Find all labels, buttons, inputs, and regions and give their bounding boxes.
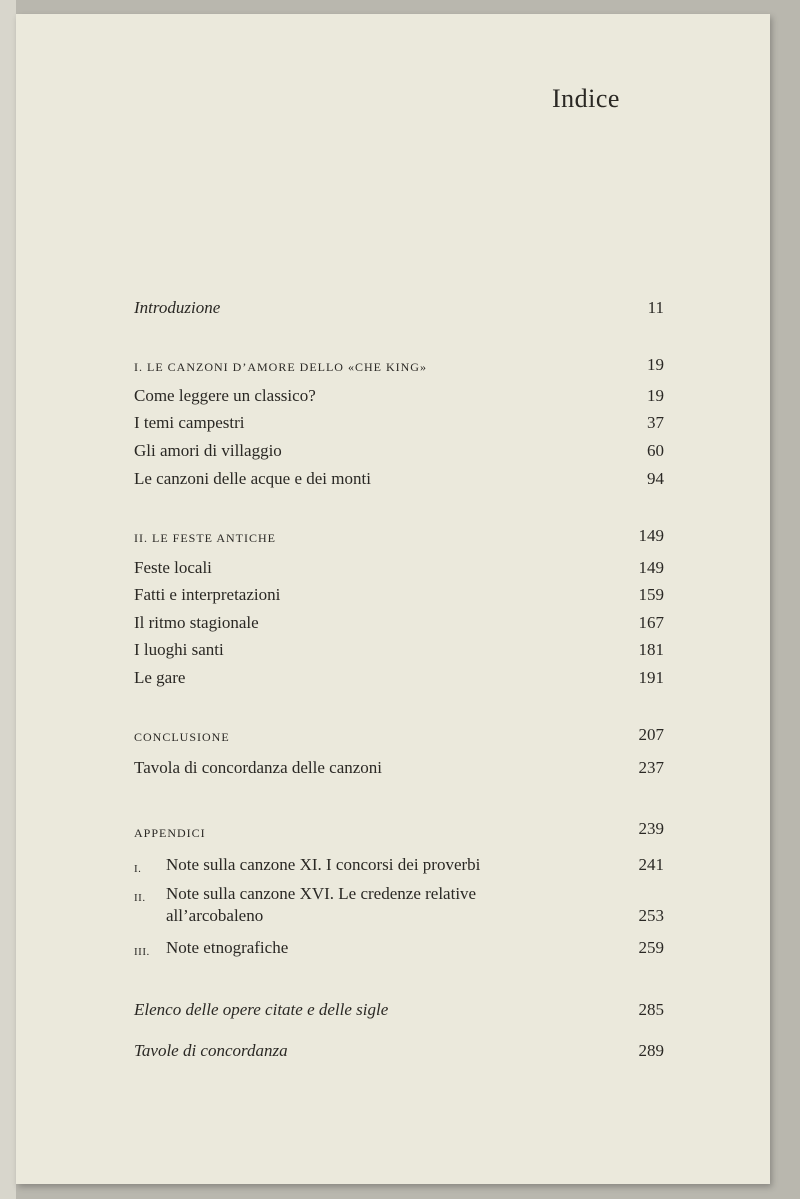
toc-entry-page: 19 xyxy=(647,386,664,405)
section-heading-page: 207 xyxy=(638,725,664,744)
section-heading-page: 19 xyxy=(647,355,664,374)
toc-entry-page: 285 xyxy=(638,1000,664,1019)
toc-entry-label: Come leggere un classico? xyxy=(134,386,316,405)
toc-entry-page: 181 xyxy=(638,640,664,659)
section-heading-page: 239 xyxy=(638,819,664,838)
toc-entry-label: I luoghi santi xyxy=(134,640,224,659)
toc-entry-label: Note sulla canzone XVI. Le credenze relative xyxy=(166,884,477,903)
toc-entry-page: 149 xyxy=(638,558,664,577)
toc-entry-label: Fatti e interpretazioni xyxy=(134,585,281,604)
toc-entry-label-continued: all’arcobaleno xyxy=(166,906,264,925)
toc-entry-label: Elenco delle opere citate e delle sigle xyxy=(134,1000,389,1019)
section-heading-label: II. LE FESTE ANTICHE xyxy=(134,531,276,545)
toc-entry-page: 159 xyxy=(638,585,664,604)
toc-entry-page: 11 xyxy=(647,298,664,317)
page-title: Indice xyxy=(552,84,620,113)
toc-entry-label: Tavola di concordanza delle canzoni xyxy=(134,758,383,777)
toc-entry-page: 37 xyxy=(647,413,664,432)
toc-entry-label: Tavole di concordanza xyxy=(134,1041,288,1060)
toc-entry-label: Le gare xyxy=(134,668,186,687)
roman-numeral: I. xyxy=(134,863,142,875)
toc-entry-page: 60 xyxy=(647,441,664,460)
toc-entry-label: Gli amori di villaggio xyxy=(134,441,282,460)
toc-entry-label: Feste locali xyxy=(134,558,212,577)
toc-entry-page: 259 xyxy=(638,938,664,957)
toc-entry-label: Le canzoni delle acque e dei monti xyxy=(134,469,371,488)
toc-entry-page: 167 xyxy=(638,613,664,632)
toc-entry-page: 191 xyxy=(638,668,664,687)
toc-entry-page: 237 xyxy=(638,758,664,777)
toc-entry-label: I temi campestri xyxy=(134,413,245,432)
section-heading-label: APPENDICI xyxy=(134,826,206,840)
toc-entry-page: 94 xyxy=(647,469,664,488)
toc-entry-label: Introduzione xyxy=(134,298,221,317)
toc-entry-page: 253 xyxy=(638,906,664,925)
table-of-contents xyxy=(134,14,664,1184)
section-heading-page: 149 xyxy=(638,526,664,545)
roman-numeral: III. xyxy=(134,946,150,958)
toc-entry-page: 241 xyxy=(638,855,664,874)
toc-entry-label: Note sulla canzone XI. I concorsi dei proverbi xyxy=(166,855,481,874)
toc-entry-label: Il ritmo stagionale xyxy=(134,613,259,632)
book-page xyxy=(16,14,770,1184)
toc-entry-label: Note etnografiche xyxy=(166,938,289,957)
section-heading-label: CONCLUSIONE xyxy=(134,730,230,744)
roman-numeral: II. xyxy=(134,892,146,904)
section-heading-label: I. LE CANZONI D’AMORE DELLO «CHE KING» xyxy=(134,360,427,374)
toc-entry-page: 289 xyxy=(638,1041,664,1060)
page-edge xyxy=(0,0,16,1199)
